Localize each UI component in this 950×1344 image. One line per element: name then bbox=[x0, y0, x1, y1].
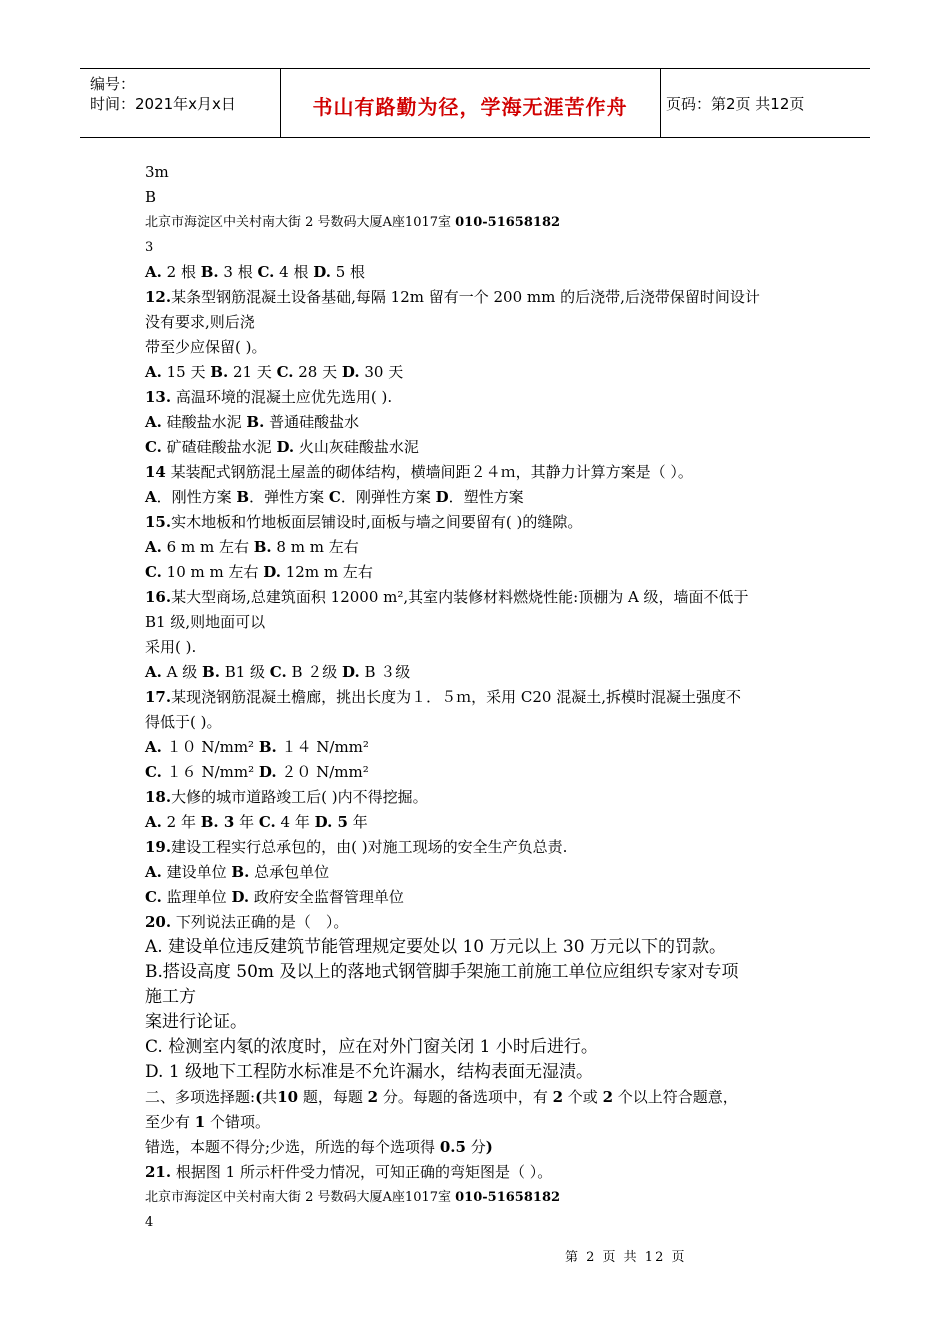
bold-text: B bbox=[236, 488, 250, 506]
text-line bbox=[145, 335, 815, 360]
bold-text: 15. bbox=[145, 513, 172, 531]
bold-text: 19. bbox=[145, 838, 172, 856]
text-line bbox=[145, 710, 815, 735]
bold-text: A. bbox=[145, 738, 162, 756]
bold-text: 2 bbox=[552, 1088, 564, 1106]
text-run: 28 天 bbox=[293, 363, 342, 381]
text-run: 分 bbox=[465, 1138, 486, 1156]
text-run: 2 根 bbox=[161, 263, 201, 281]
bold-text: C. bbox=[257, 263, 275, 281]
text-run: 15 天 bbox=[161, 363, 211, 381]
text-line bbox=[145, 460, 815, 485]
text-run: 4 根 bbox=[274, 263, 314, 281]
bold-text: B. bbox=[202, 663, 220, 681]
text-run: ．弹性方案 bbox=[249, 488, 329, 506]
text-run: 共 bbox=[262, 1088, 278, 1106]
text-run: 实木地板和竹地板面层铺设时,面板与墙之间要留有( )的缝隙。 bbox=[171, 513, 583, 531]
text-line bbox=[145, 1135, 815, 1160]
text-line bbox=[145, 1010, 815, 1035]
bold-text: C. bbox=[145, 438, 162, 456]
text-line bbox=[145, 860, 815, 885]
header-meta-cell bbox=[80, 69, 281, 137]
text-run: 6 m m 左右 bbox=[161, 538, 254, 556]
bold-text: C. bbox=[276, 363, 294, 381]
bold-text: A bbox=[145, 488, 157, 506]
text-line bbox=[145, 310, 815, 335]
text-run: 大修的城市道路竣工后( )内不得挖掘。 bbox=[171, 788, 428, 806]
text-run: 带至少应保留( )。 bbox=[145, 338, 267, 356]
bold-text: B. bbox=[258, 738, 277, 756]
bold-text: 2 bbox=[367, 1088, 379, 1106]
bold-text: 12. bbox=[145, 288, 172, 306]
header-motto-cell bbox=[280, 69, 661, 137]
text-run: B1 级,则地面可以 bbox=[145, 613, 266, 631]
text-line bbox=[145, 535, 815, 560]
text-run: 二、多项选择题: bbox=[145, 1088, 256, 1106]
bold-text: ( bbox=[255, 1088, 263, 1106]
text-line bbox=[145, 1210, 815, 1235]
text-line bbox=[145, 660, 815, 685]
page-header bbox=[80, 68, 870, 138]
bold-text: 2 bbox=[602, 1088, 614, 1106]
header-page-cell bbox=[660, 69, 870, 137]
text-line bbox=[145, 285, 815, 310]
bold-text: C. bbox=[145, 763, 162, 781]
footer-page-number: 第 2 页 共 12 页 bbox=[565, 1250, 687, 1265]
bold-text: D. 5 bbox=[314, 813, 348, 831]
bold-text: C. bbox=[258, 813, 276, 831]
text-run: 得低于( )。 bbox=[145, 713, 222, 731]
text-run: 硅酸盐水泥 bbox=[161, 413, 247, 431]
text-run: 4 bbox=[145, 1215, 154, 1230]
bold-text: 010-51658182 bbox=[455, 1190, 561, 1205]
text-line bbox=[145, 585, 815, 610]
text-line bbox=[145, 1060, 815, 1085]
text-line bbox=[145, 1035, 815, 1060]
bold-text: 10 bbox=[277, 1088, 299, 1106]
bold-text: A. bbox=[145, 413, 162, 431]
doc-date-label: 时间：2021年x月x日 bbox=[90, 95, 236, 113]
text-run: 个以上符合题意， bbox=[613, 1088, 738, 1106]
bold-text: B. bbox=[200, 263, 219, 281]
text-line bbox=[145, 1185, 815, 1210]
text-run: 政府安全监督管理单位 bbox=[249, 888, 404, 906]
text-line bbox=[145, 160, 815, 185]
text-run: ．刚弹性方案 bbox=[340, 488, 436, 506]
text-run: 4 年 bbox=[275, 813, 315, 831]
bold-text: 18. bbox=[145, 788, 172, 806]
text-run: 3 根 bbox=[218, 263, 258, 281]
text-line bbox=[145, 885, 815, 910]
text-line bbox=[145, 785, 815, 810]
text-run: 案进行论证。 bbox=[145, 1012, 247, 1032]
bold-text: A. bbox=[145, 363, 162, 381]
text-line bbox=[145, 1110, 815, 1135]
header-motto: 书山有路勤为径，学海无涯苦作舟 bbox=[312, 95, 628, 119]
bold-text: B. bbox=[231, 863, 250, 881]
doc-code-label: 编号： bbox=[90, 75, 136, 93]
header-page-info: 页码：第2页 共12页 bbox=[666, 95, 805, 113]
text-run: 建设单位 bbox=[161, 863, 232, 881]
bold-text: A. bbox=[145, 663, 162, 681]
text-line bbox=[145, 985, 815, 1010]
text-run: 12m m 左右 bbox=[280, 563, 373, 581]
text-run: 施工方 bbox=[145, 987, 196, 1007]
text-run: B ３级 bbox=[359, 663, 411, 681]
text-run: 30 天 bbox=[359, 363, 404, 381]
bold-text: D. bbox=[263, 563, 281, 581]
text-line bbox=[145, 385, 815, 410]
text-line bbox=[145, 210, 815, 235]
text-run: 个或 bbox=[563, 1088, 603, 1106]
text-run: 分。每题的备选项中，有 bbox=[378, 1088, 553, 1106]
text-run: 年 bbox=[234, 813, 259, 831]
text-run: B bbox=[145, 188, 157, 206]
text-run: 个错项。 bbox=[205, 1113, 270, 1131]
text-run: 3m bbox=[145, 163, 169, 181]
text-run: A 级 bbox=[161, 663, 203, 681]
bold-text: D. bbox=[341, 363, 360, 381]
bold-text: 16. bbox=[145, 588, 172, 606]
text-run: ．刚性方案 bbox=[156, 488, 237, 506]
bold-text: A. bbox=[145, 813, 162, 831]
text-run: 采用( ). bbox=[145, 638, 197, 656]
text-line bbox=[145, 410, 815, 435]
bold-text: B. 3 bbox=[200, 813, 235, 831]
bold-text: B. bbox=[210, 363, 229, 381]
text-run: 某大型商场,总建筑面积 12000 m²,其室内装修材料燃烧性能:顶棚为 A 级，墙面不低于 bbox=[171, 588, 749, 606]
bold-text: C. bbox=[145, 563, 162, 581]
text-run: 年 bbox=[347, 813, 368, 831]
text-line bbox=[145, 510, 815, 535]
text-line bbox=[145, 935, 815, 960]
text-run: 总承包单位 bbox=[249, 863, 330, 881]
text-run: 没有要求,则后浇 bbox=[145, 313, 255, 331]
bold-text: 010-51658182 bbox=[455, 215, 561, 230]
bold-text: 0.5 bbox=[439, 1138, 466, 1156]
text-line bbox=[145, 760, 815, 785]
bold-text: D. bbox=[258, 763, 277, 781]
bold-text: A. bbox=[145, 538, 162, 556]
text-run: 10 m m 左右 bbox=[161, 563, 264, 581]
text-line bbox=[145, 485, 815, 510]
bold-text: 21. bbox=[145, 1163, 172, 1181]
text-run: 监理单位 bbox=[161, 888, 232, 906]
text-run: B1 级 bbox=[219, 663, 270, 681]
text-line bbox=[145, 960, 815, 985]
text-run: １０ N/mm² bbox=[161, 738, 259, 756]
text-run: 2 年 bbox=[161, 813, 201, 831]
text-line bbox=[145, 810, 815, 835]
text-line bbox=[145, 260, 815, 285]
text-run: C. 检测室内氡的浓度时，应在对外门窗关闭 1 小时后进行。 bbox=[145, 1037, 598, 1057]
text-run: 至少有 bbox=[145, 1113, 195, 1131]
text-run: 错选，本题不得分;少选，所选的每个选项得 bbox=[145, 1138, 440, 1156]
text-run: 某装配式钢筋混土屋盖的砌体结构，横墙间距２４ｍ，其静力计算方案是（ ）。 bbox=[165, 463, 693, 481]
bold-text: D. bbox=[342, 663, 360, 681]
text-line bbox=[145, 1085, 815, 1110]
bold-text: B. bbox=[253, 538, 272, 556]
text-run: B ２级 bbox=[286, 663, 343, 681]
text-run: 8 m m 左右 bbox=[271, 538, 359, 556]
text-run: B.搭设高度 50m 及以上的落地式钢管脚手架施工前施工单位应组织专家对专项 bbox=[145, 962, 739, 982]
text-line bbox=[145, 235, 815, 260]
text-line bbox=[145, 360, 815, 385]
bold-text: A. bbox=[145, 863, 162, 881]
bold-text: 1 bbox=[194, 1113, 206, 1131]
bold-text: 17. bbox=[145, 688, 172, 706]
text-run: 5 根 bbox=[330, 263, 366, 281]
text-run: 高温环境的混凝土应优先选用( ). bbox=[171, 388, 393, 406]
text-run: 21 天 bbox=[228, 363, 277, 381]
text-run: 3 bbox=[145, 240, 154, 255]
text-run: １６ N/mm² bbox=[161, 763, 259, 781]
text-run: D. 1 级地下工程防水标准是不允许漏水，结构表面无湿渍。 bbox=[145, 1062, 594, 1082]
bold-text: A. bbox=[145, 263, 162, 281]
text-run: ．塑性方案 bbox=[448, 488, 524, 506]
bold-text: D. bbox=[231, 888, 250, 906]
text-run: １４ N/mm² bbox=[276, 738, 369, 756]
bold-text: 13. bbox=[145, 388, 172, 406]
text-run: 某现浇钢筋混凝土檐廊，挑出长度为１．５ｍ，采用 C20 混凝土,拆模时混凝土强度不 bbox=[171, 688, 741, 706]
text-run: 下列说法正确的是（ ）。 bbox=[171, 913, 349, 931]
text-line bbox=[145, 610, 815, 635]
bold-text: C. bbox=[269, 663, 287, 681]
document-body bbox=[145, 160, 815, 1235]
bold-text: C bbox=[328, 488, 341, 506]
text-line bbox=[145, 910, 815, 935]
text-line bbox=[145, 835, 815, 860]
text-run: A. 建设单位违反建筑节能管理规定要处以 10 万元以上 30 万元以下的罚款。 bbox=[145, 937, 726, 957]
text-line bbox=[145, 635, 815, 660]
bold-text: D. bbox=[276, 438, 295, 456]
text-line bbox=[145, 735, 815, 760]
text-line bbox=[145, 560, 815, 585]
text-run: 北京市海淀区中关村南大街 2 号数码大厦A座1017室 bbox=[145, 215, 456, 230]
text-run: ２０ N/mm² bbox=[276, 763, 369, 781]
bold-text: ) bbox=[485, 1138, 493, 1156]
text-line bbox=[145, 685, 815, 710]
bold-text: D bbox=[435, 488, 449, 506]
text-run: 某条型钢筋混凝土设备基础,每隔 12m 留有一个 200 mm 的后浇带,后浇带保留时间设计 bbox=[171, 288, 760, 306]
text-run: 建设工程实行总承包的，由( )对施工现场的安全生产负总责. bbox=[171, 838, 568, 856]
bold-text: B. bbox=[246, 413, 265, 431]
bold-text: C. bbox=[145, 888, 162, 906]
bold-text: 14 bbox=[145, 463, 166, 481]
bold-text: D. bbox=[313, 263, 331, 281]
text-run: 北京市海淀区中关村南大街 2 号数码大厦A座1017室 bbox=[145, 1190, 456, 1205]
text-run: 火山灰硅酸盐水泥 bbox=[294, 438, 419, 456]
text-line bbox=[145, 435, 815, 460]
text-run: 题，每题 bbox=[298, 1088, 368, 1106]
text-line bbox=[145, 1160, 815, 1185]
bold-text: 20. bbox=[145, 913, 172, 931]
text-run: 矿碴硅酸盐水泥 bbox=[161, 438, 277, 456]
text-run: 根据图 1 所示杆件受力情况，可知正确的弯矩图是（ ）。 bbox=[171, 1163, 553, 1181]
text-line bbox=[145, 185, 815, 210]
text-run: 普通硅酸盐水 bbox=[264, 413, 360, 431]
